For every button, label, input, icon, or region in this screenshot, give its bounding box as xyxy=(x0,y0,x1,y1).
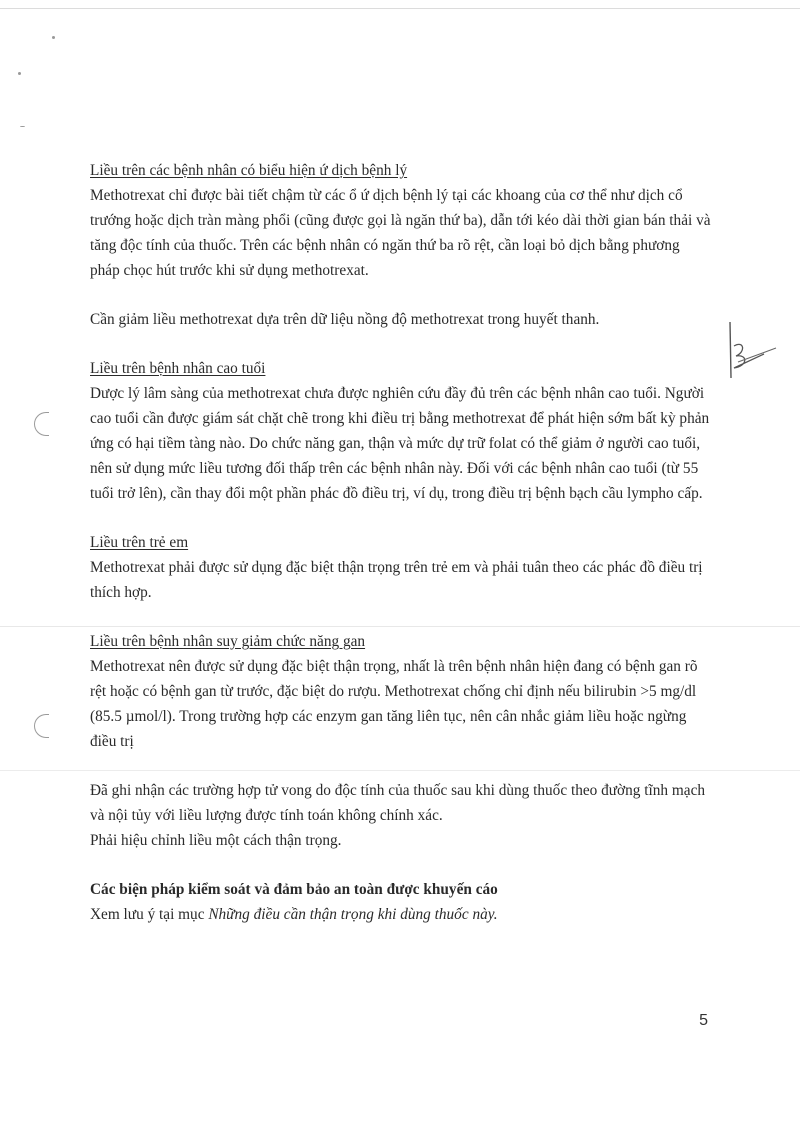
section-fluid-retention xyxy=(90,158,712,332)
scan-speck xyxy=(52,36,55,39)
section-heading: Liều trên bệnh nhân suy giảm chức năng gan xyxy=(90,633,366,650)
section-paragraph: Methotrexat nên được sử dụng đặc biệt thận trọng, nhất là trên bệnh nhân hiện đang có bệnh gan rõ rệt hoặc có bệnh gan từ trước, đặc biệt do rượu. Methotrexat chống chỉ định nếu bilirubin >5 mg/dl (85.5 µmol/l). Trong trường hợp các enzym gan tăng liên tục, nên cân nhắc giảm liều hoặc ngừng điều trị xyxy=(90,658,698,750)
safety-text-reference: Những điều cần thận trọng khi dùng thuốc này. xyxy=(208,906,498,923)
signature-mark xyxy=(718,318,778,398)
section-heading: Liều trên các bệnh nhân có biểu hiện ứ dịch bệnh lý xyxy=(90,162,408,179)
section-heading: Liều trên trẻ em xyxy=(90,534,189,551)
safety-text-prefix: Xem lưu ý tại mục xyxy=(90,906,209,923)
section-heading: Liều trên bệnh nhân cao tuổi xyxy=(90,360,266,377)
section-paragraph: Methotrexat phải được sử dụng đặc biệt thận trọng trên trẻ em và phải tuân theo các phác đồ điều trị thích hợp. xyxy=(90,559,703,601)
section-hepatic xyxy=(90,629,712,754)
section-children xyxy=(90,530,712,605)
safety-heading: Các biện pháp kiểm soát và đảm bảo an toàn được khuyến cáo xyxy=(90,881,498,898)
safety-text xyxy=(90,902,712,927)
section-safety xyxy=(90,877,712,927)
punch-hole-mark xyxy=(34,714,49,738)
section-paragraph: Methotrexat chỉ được bài tiết chậm từ các ổ ứ dịch bệnh lý tại các khoang của cơ thể như dịch cổ trướng hoặc dịch tràn màng phổi (cũng được gọi là ngăn thứ ba), dẫn tới kéo dài thời gian bán thải và tăng độc tính của thuốc. Trên các bệnh nhân có ngăn thứ ba rõ rệt, cần loại bỏ dịch bằng phương pháp chọc hút trước khi sử dụng methotrexat. xyxy=(90,187,711,279)
page-number: 5 xyxy=(699,1012,708,1029)
punch-hole-mark xyxy=(34,412,49,436)
scan-edge-line xyxy=(0,8,800,9)
section-elderly xyxy=(90,356,712,506)
note-line: Phải hiệu chỉnh liều một cách thận trọng. xyxy=(90,832,342,849)
section-paragraph: Dược lý lâm sàng của methotrexat chưa được nghiên cứu đầy đủ trên các bệnh nhân cao tuổi. Người cao tuổi cần được giám sát chặt chẽ trong khi điều trị bằng methotrexat để phát hiện sớm bất kỳ phản ứng có hại tiềm tàng nào. Do chức năng gan, thận và mức dự trữ folat có thể giảm ở người cao tuổi, nên sử dụng mức liều tương đối thấp trên các bệnh nhân này. Đối với các bệnh nhân cao tuổi (từ 55 tuổi trở lên), cần thay đổi một phần phác đồ điều trị, ví dụ, trong điều trị bệnh bạch cầu lympho cấp. xyxy=(90,385,710,502)
scan-speck xyxy=(20,126,25,127)
section-paragraph: Cần giảm liều methotrexat dựa trên dữ liệu nồng độ methotrexat trong huyết thanh. xyxy=(90,311,600,328)
note-line: Đã ghi nhận các trường hợp tử vong do độc tính của thuốc sau khi dùng thuốc theo đường tĩnh mạch và nội tủy với liều lượng được tính toán không chính xác. xyxy=(90,782,706,824)
document-body xyxy=(90,158,712,951)
scan-speck xyxy=(18,72,21,75)
section-note xyxy=(90,778,712,853)
